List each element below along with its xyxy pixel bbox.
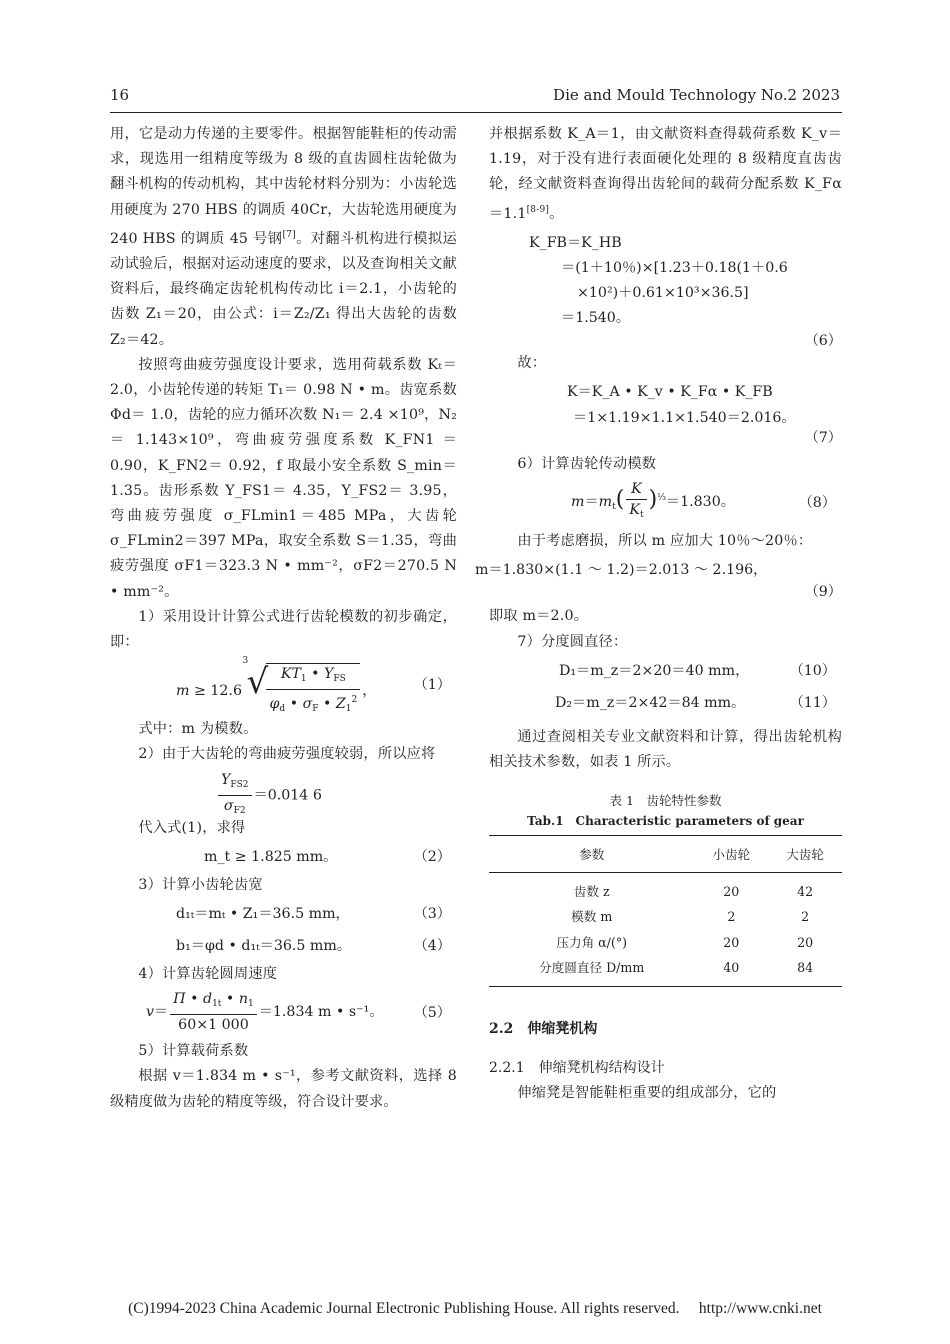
equation-6: K_FB＝K_HB ＝(1＋10％)×[1.23＋0.18(1＋0.6 ×10²)＋0.61×10³×36.5] ＝1.540。 （6） — [529, 234, 842, 349]
table-row — [489, 930, 842, 955]
table-cell: 压力角 α/(°) — [556, 934, 628, 950]
journal-title: Die and Mould Technology No.2 2023 — [553, 86, 840, 104]
left-column — [110, 122, 457, 1115]
equation-11: D₂＝m_z＝2×42＝84 mm。 （11） — [555, 694, 836, 711]
step-3-label: 3）计算小齿轮齿宽 — [138, 876, 263, 893]
step-4-label: 4）计算齿轮圆周速度 — [138, 966, 278, 983]
paragraph-table-intro: 通过查阅相关专业文献资料和计算，得出齿轮机构相关技术参数，如表 1 所示。 — [489, 728, 842, 771]
copyright-footer: (C)1994-2023 China Academic Journal Electronic Publishing House. All rights reserved. http://www.cnki.net — [128, 1300, 822, 1317]
table-header-row — [489, 836, 842, 873]
equation-9: m＝1.830×(1.1 ～ 1.2)＝2.013 ～ 2.196， （9） — [475, 562, 842, 601]
step-1-label: 1）采用设计计算公式进行齿轮模数的初步确定，即： — [110, 608, 457, 651]
paragraph-load-coeff: 并根据系数 K_A＝1，由文献资料查得载荷系数 K_v＝1.19，对于没有进行表面硬化处理的 8 级精度直齿齿轮，经文献资料查询得出齿轮间的载荷分配系数 K_Fα＝1.1[8-9]。 — [489, 126, 842, 222]
equation-10: D₁＝m_z＝2×20＝40 mm， （10） — [559, 662, 836, 679]
equation-5: v＝ $\frac{\Pi • d_{1t} • n_1}{60\times 1 000}$ ＝1.834 m • s⁻¹。 （5） — [146, 991, 451, 1034]
equation-7: K＝K_A • K_v • K_Fα • K_FB ＝1×1.19×1.1×1.540＝2.016。 （7） — [567, 384, 842, 447]
table-cell: 40 — [694, 955, 768, 987]
table-cell: 分度圆直径 D/mm — [489, 955, 694, 987]
paragraph-design-params: 按照弯曲疲劳强度设计要求，选用荷载系数 Kₜ＝ 2.0，小齿轮传递的转矩 T₁＝ 0.98 N • m。齿宽系数 Φd＝ 1.0，齿轮的应力循环次数 N₁＝ 2.4 ×10⁹，N₂＝ 1.143×10⁹，弯曲疲劳强度系数 K_FN1 ＝ 0.90，K_FN2＝ 0.92，f 取最小安全系数 S_min＝ 1.35。齿形系数 Y_FS1＝ 4.35，Y_FS2＝ 3.95，弯曲疲劳强度 σ_FLmin1＝485 MPa，大齿轮 σ_FLmin2＝397 MPa，取安全系数 S＝1.35，弯曲疲劳强度 σF1＝323.3 N • mm⁻²，σF2＝270.5 N • mm⁻²。 — [110, 356, 457, 600]
table-cell: 42 — [797, 884, 814, 900]
table-header: 参数 — [579, 846, 605, 862]
paragraph-precision: 根据 v＝1.834 m • s⁻¹，参考文献资料，选择 8 级精度做为齿轮的精度等级，符合设计要求。 — [110, 1068, 457, 1110]
paragraph-take-m: 即取 m＝2.0。 — [489, 608, 589, 625]
table-row — [489, 904, 842, 929]
table-1-block — [489, 791, 842, 987]
equation-8: $m=m_t$( $\frac{K}{K_t}$ )$^{\frac{1}{3}}$＝1.830。 （8） — [489, 477, 842, 529]
gu-label: 故： — [517, 354, 547, 371]
paragraph-gear-material: 用，它是动力传递的主要零件。根据智能鞋柜的传动需求，现选用一组精度等级为 8 级的直齿圆柱齿轮做为翻斗机构的传动机构，其中齿轮材料分别为：小齿轮选用硬度为 270 HBS 的调质 40Cr，大齿轮选用硬度为 240 HBS 的调质 45 号钢[7]。对翻斗机构进行模拟运动试验后，根据对运动速度的要求，以及查询相关文献资料后，最终确定齿轮机构传动比 i＝2.1，小齿轮的齿数 Z₁＝20，由公式：i＝Z₂/Z₁ 得出大齿轮的齿数 Z₂＝42。 — [110, 126, 457, 348]
page-number: 16 — [110, 86, 130, 104]
equation-3: d₁ₜ＝mₜ • Z₁＝36.5 mm， （3） — [176, 906, 451, 923]
step-2-label: 2）由于大齿轮的弯曲疲劳强度较弱，所以应将 — [138, 746, 436, 763]
equation-1: m ≥ 12.6 3 √ $\frac{KT_1 • Y_{FS}}{\varphi_d • \sigma_F • Z_1^2}$ ， （1） — [110, 655, 457, 717]
page-header — [110, 86, 840, 112]
substitute-text: 代入式(1)，求得 — [138, 819, 246, 836]
step-6-label: 6）计算齿轮传动模数 — [517, 456, 657, 473]
table-cell: 20 — [723, 934, 740, 950]
citation-8-9[interactable]: [8-9] — [526, 204, 550, 215]
table-header: 小齿轮 — [712, 846, 751, 862]
equation-4: b₁＝φd • d₁ₜ＝36.5 mm。 （4） — [176, 938, 451, 955]
step-7-label: 7）分度圆直径： — [517, 633, 628, 650]
table-title-en: Tab.1 Characteristic parameters of gear — [527, 814, 804, 829]
table-cell: 20 — [797, 934, 814, 950]
table-cell: 模数 m — [571, 909, 613, 925]
table-cell: 2 — [801, 909, 810, 925]
citation-7[interactable]: [7] — [282, 229, 296, 240]
table-title-cn: 表 1 齿轮特性参数 — [609, 793, 722, 809]
table-row — [489, 873, 842, 905]
paragraph-wear: 由于考虑磨损，所以 m 应加大 10％～20％： — [517, 533, 813, 550]
table-cell: 2 — [727, 909, 736, 925]
paragraph-stool: 伸缩凳是智能鞋柜重要的组成部分，它的 — [517, 1085, 777, 1102]
table-cell: 20 — [723, 884, 740, 900]
table-header: 大齿轮 — [786, 846, 824, 862]
right-column — [475, 122, 842, 1107]
equation-ratio: $\frac{Y_{FS2}}{\sigma_{F2}}$ ＝0.014 6 — [110, 768, 457, 816]
table-cell: 齿数 z — [573, 884, 610, 900]
note-m: 式中：m 为模数。 — [138, 721, 258, 738]
step-5-label: 5）计算载荷系数 — [138, 1043, 249, 1060]
gear-parameter-table — [489, 835, 842, 987]
section-heading-2-2: 2.2 伸缩凳机构 — [489, 1021, 598, 1038]
section-heading-2-2-1: 2.2.1 伸缩凳机构结构设计 — [489, 1060, 665, 1077]
equation-1-number: （1） — [413, 677, 451, 694]
table-row — [489, 955, 842, 987]
equation-2: m_t ≥ 1.825 mm。 （2） — [204, 848, 451, 865]
table-cell: 84 — [768, 955, 842, 987]
header-rule — [110, 112, 842, 113]
